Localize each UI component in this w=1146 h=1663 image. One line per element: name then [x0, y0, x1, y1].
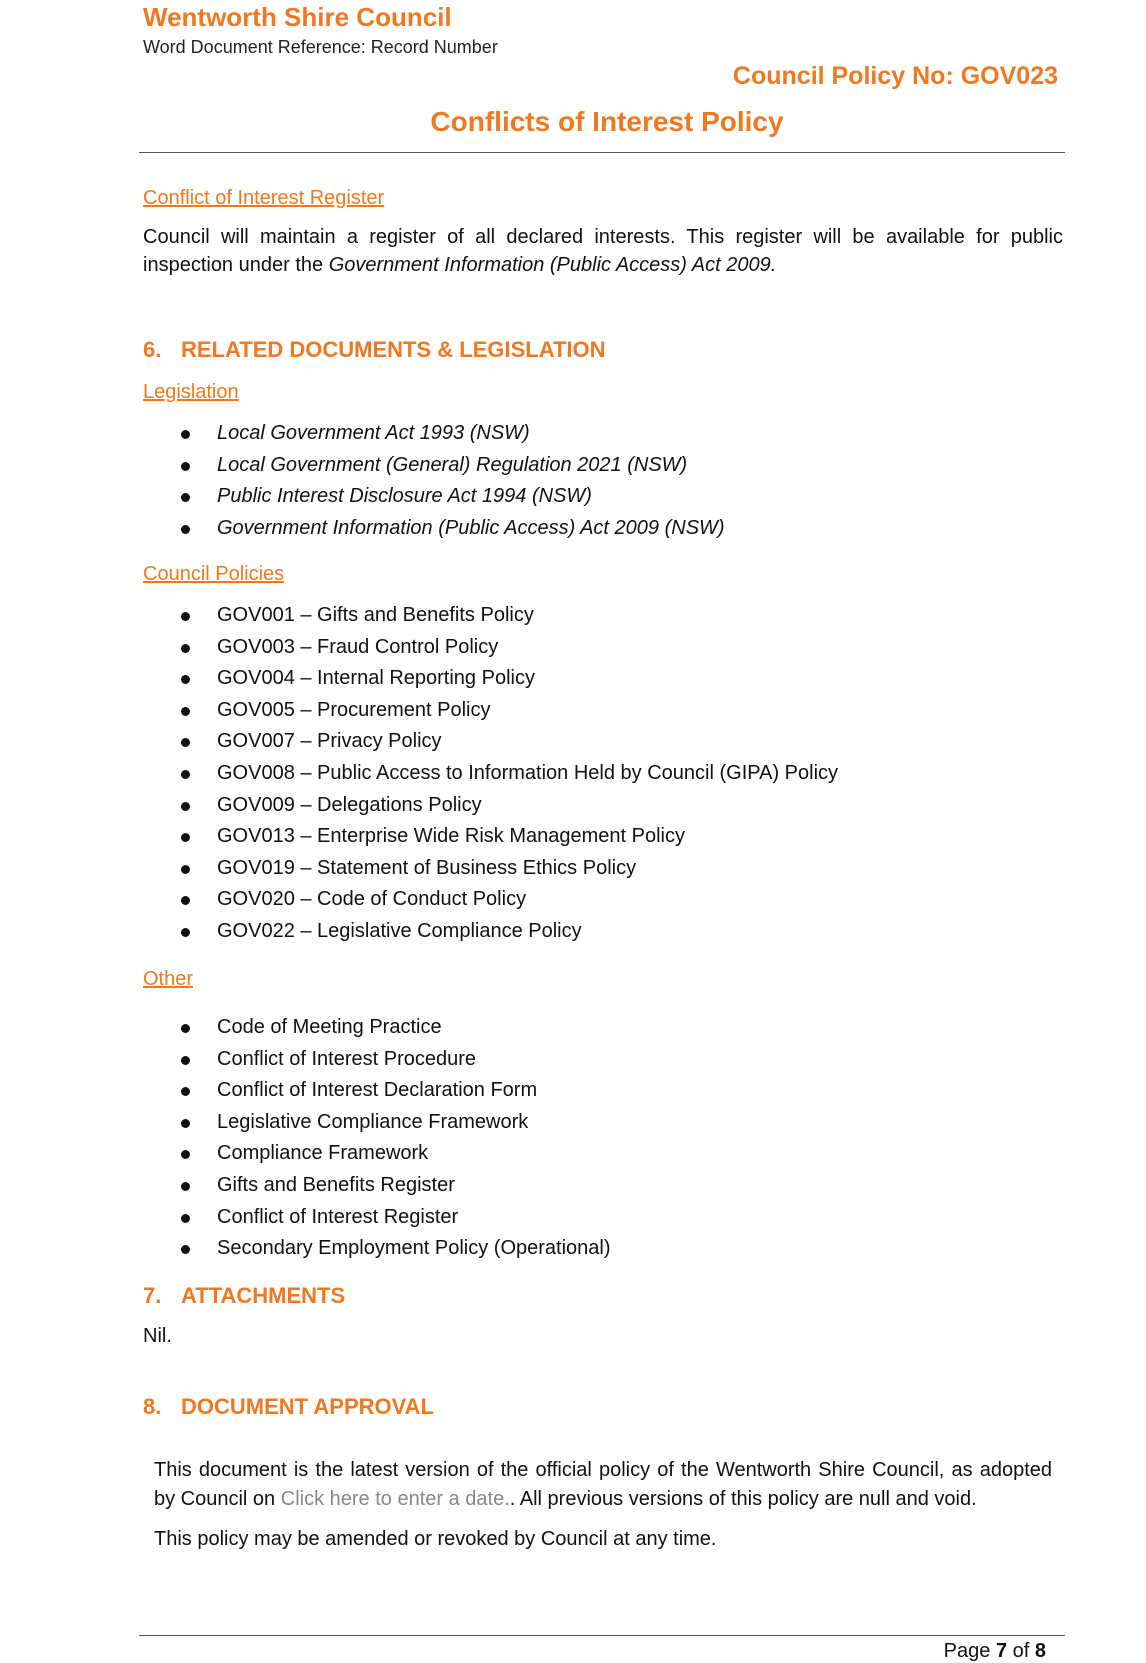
section-8-heading — [143, 1393, 1063, 1421]
list-item: GOV004 – Internal Reporting Policy — [143, 663, 1063, 695]
list-item: Conflict of Interest Declaration Form — [143, 1075, 1063, 1107]
other-block — [143, 965, 1063, 993]
policy-number: Council Policy No: GOV023 — [732, 62, 1058, 90]
council-policies-block — [143, 560, 1063, 588]
list-item: Local Government (General) Regulation 2021 (NSW) — [143, 450, 1063, 482]
list-item: GOV005 – Procurement Policy — [143, 695, 1063, 727]
register-text-main: Council will maintain a register of all declared interests. This register will be available for public inspection under the — [143, 226, 1063, 276]
list-item: Code of Meeting Practice — [143, 1012, 1063, 1044]
section-8-title: DOCUMENT APPROVAL — [181, 1394, 434, 1419]
list-item: GOV001 – Gifts and Benefits Policy — [143, 600, 1063, 632]
register-heading: Conflict of Interest Register — [143, 187, 385, 209]
section-document-approval — [143, 1393, 1063, 1421]
list-item: GOV022 – Legislative Compliance Policy — [143, 916, 1063, 948]
section-7-heading — [143, 1282, 1063, 1310]
register-text-act: Government Information (Public Access) Act 2009. — [328, 254, 777, 276]
list-item: GOV007 – Privacy Policy — [143, 726, 1063, 758]
list-item: Public Interest Disclosure Act 1994 (NSW) — [143, 481, 1063, 513]
approval-block — [154, 1456, 1052, 1554]
page-total: 8 — [1034, 1640, 1046, 1662]
approval-paragraph — [154, 1456, 1052, 1514]
other-heading: Other — [143, 968, 194, 990]
section-6-number: 6. — [143, 337, 162, 362]
legislation-heading: Legislation — [143, 381, 239, 403]
list-item: GOV009 – Delegations Policy — [143, 790, 1063, 822]
section-6-heading — [143, 336, 1063, 364]
council-policies-list — [143, 600, 1063, 948]
list-item: Secondary Employment Policy (Operational) — [143, 1233, 1063, 1265]
list-item: GOV003 – Fraud Control Policy — [143, 632, 1063, 664]
list-item: Compliance Framework — [143, 1138, 1063, 1170]
section-8-number: 8. — [143, 1394, 162, 1419]
document-reference: Word Document Reference: Record Number — [143, 37, 498, 57]
list-item: Government Information (Public Access) Act 2009 (NSW) — [143, 513, 1063, 545]
other-list-wrap — [143, 1012, 1063, 1265]
section-attachments — [143, 1282, 1063, 1350]
register-block — [143, 184, 1063, 279]
date-placeholder-field[interactable]: Click here to enter a date. — [280, 1488, 510, 1510]
section-7-number: 7. — [143, 1283, 162, 1308]
footer-divider — [139, 1635, 1065, 1636]
page-current: 7 — [995, 1640, 1008, 1662]
list-item: Conflict of Interest Procedure — [143, 1044, 1063, 1076]
page-title: Conflicts of Interest Policy — [430, 106, 784, 137]
policies-list-wrap — [143, 600, 1063, 948]
council-name: Wentworth Shire Council — [143, 2, 452, 32]
page-number — [944, 1640, 1046, 1663]
header-divider — [139, 152, 1065, 153]
legislation-block — [143, 378, 1063, 406]
section-related-documents — [143, 336, 1063, 364]
legislation-list — [143, 418, 1063, 544]
page-label: Page — [943, 1640, 991, 1662]
section-6-title: RELATED DOCUMENTS & LEGISLATION — [181, 337, 606, 362]
list-item: Gifts and Benefits Register — [143, 1170, 1063, 1202]
amendment-paragraph: This policy may be amended or revoked by Council at any time. — [154, 1528, 717, 1550]
list-item: Local Government Act 1993 (NSW) — [143, 418, 1063, 450]
approval-text-pre: This document is the latest version of the official policy of the Wentworth Shire Council, as adopted by Council on — [154, 1459, 1052, 1510]
list-item: GOV013 – Enterprise Wide Risk Management Policy — [143, 821, 1063, 853]
page-of: of — [1012, 1640, 1030, 1662]
list-item: GOV020 – Code of Conduct Policy — [143, 884, 1063, 916]
approval-text-post: . All previous versions of this policy are null and void. — [509, 1488, 977, 1510]
list-item: Legislative Compliance Framework — [143, 1107, 1063, 1139]
legislation-list-wrap — [143, 418, 1063, 544]
register-text — [143, 223, 1063, 279]
list-item: Conflict of Interest Register — [143, 1202, 1063, 1234]
section-7-title: ATTACHMENTS — [181, 1283, 346, 1308]
list-item: GOV008 – Public Access to Information Held by Council (GIPA) Policy — [143, 758, 1063, 790]
council-policies-heading: Council Policies — [143, 563, 285, 585]
other-list — [143, 1012, 1063, 1265]
attachments-text: Nil. — [143, 1325, 172, 1347]
list-item: GOV019 – Statement of Business Ethics Policy — [143, 853, 1063, 885]
